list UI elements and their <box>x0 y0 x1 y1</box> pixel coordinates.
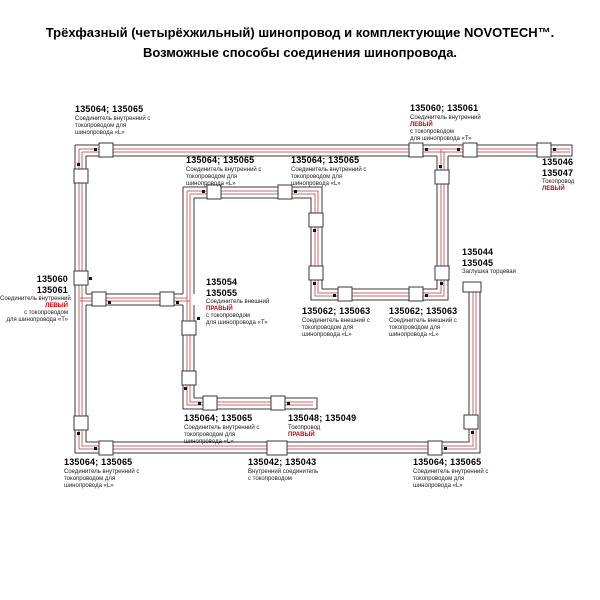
page-title-line1: Трёхфазный (четырёхжильный) шинопровод и комплектующие NOVOTECH™. <box>45 25 555 40</box>
label-connector-center-t: 135054 135055 Соединитель внешний ПРАВЫЙ с токопроводом для шинопровода «Т» <box>206 277 270 326</box>
label-connector-mid-top-1: 135064; 135065 Соединитель внутренний с токопроводом для шинопровода «L» <box>186 155 262 187</box>
track-outline <box>75 145 575 453</box>
label-connector-top-right: 135060; 135061 Соединитель внутренний ЛЕВЫЙ с токопроводом для шинопровода «Т» <box>410 103 481 142</box>
label-connector-left-t: 135060 135061 Соединитель внутренний ЛЕВЫЙ с токопроводом для шинопровода «Т» <box>0 274 71 323</box>
label-connector-mid-top-2: 135064; 135065 Соединитель внутренний с токопроводом для шинопровода «L» <box>291 155 367 187</box>
label-feeder-right: 135048; 135049 Токопровод ПРАВЫЙ <box>288 413 357 438</box>
end-cap <box>463 282 481 292</box>
label-feeder-left: 135046 135047 Токопровод ЛЕВЫЙ <box>542 157 575 192</box>
label-connector-bottom-3: 135064; 135065 Соединитель внутренний с токопроводом для шинопровода «L» <box>413 457 489 489</box>
conductor-lines <box>79 149 570 449</box>
label-connector-bottom-1: 135064; 135065 Соединитель внутренний с токопроводом для шинопровода «L» <box>64 457 140 489</box>
page-title-line2: Возможные способы соединения шинопровода. <box>142 45 458 60</box>
label-connector-bottom-2: 135042; 135043 Внутренний соединитель с токопроводом <box>248 457 319 482</box>
label-connector-bottom-mid: 135064; 135065 Соединитель внутренний с токопроводом для шинопровода «L» <box>184 413 260 445</box>
label-connector-mid-right-2: 135062; 135063 Соединитель внешний с токопроводом для шинопровода «L» <box>389 306 458 338</box>
label-connector-top-left: 135064; 135065 Соединитель внутренний с токопроводом для шинопровода «L» <box>75 104 151 136</box>
connector-boxes <box>74 143 551 455</box>
label-end-cap: 135044 135045 Заглушка торцевая <box>462 247 516 275</box>
label-connector-mid-right-1: 135062; 135063 Соединитель внешний с токопроводом для шинопровода «L» <box>302 306 371 338</box>
